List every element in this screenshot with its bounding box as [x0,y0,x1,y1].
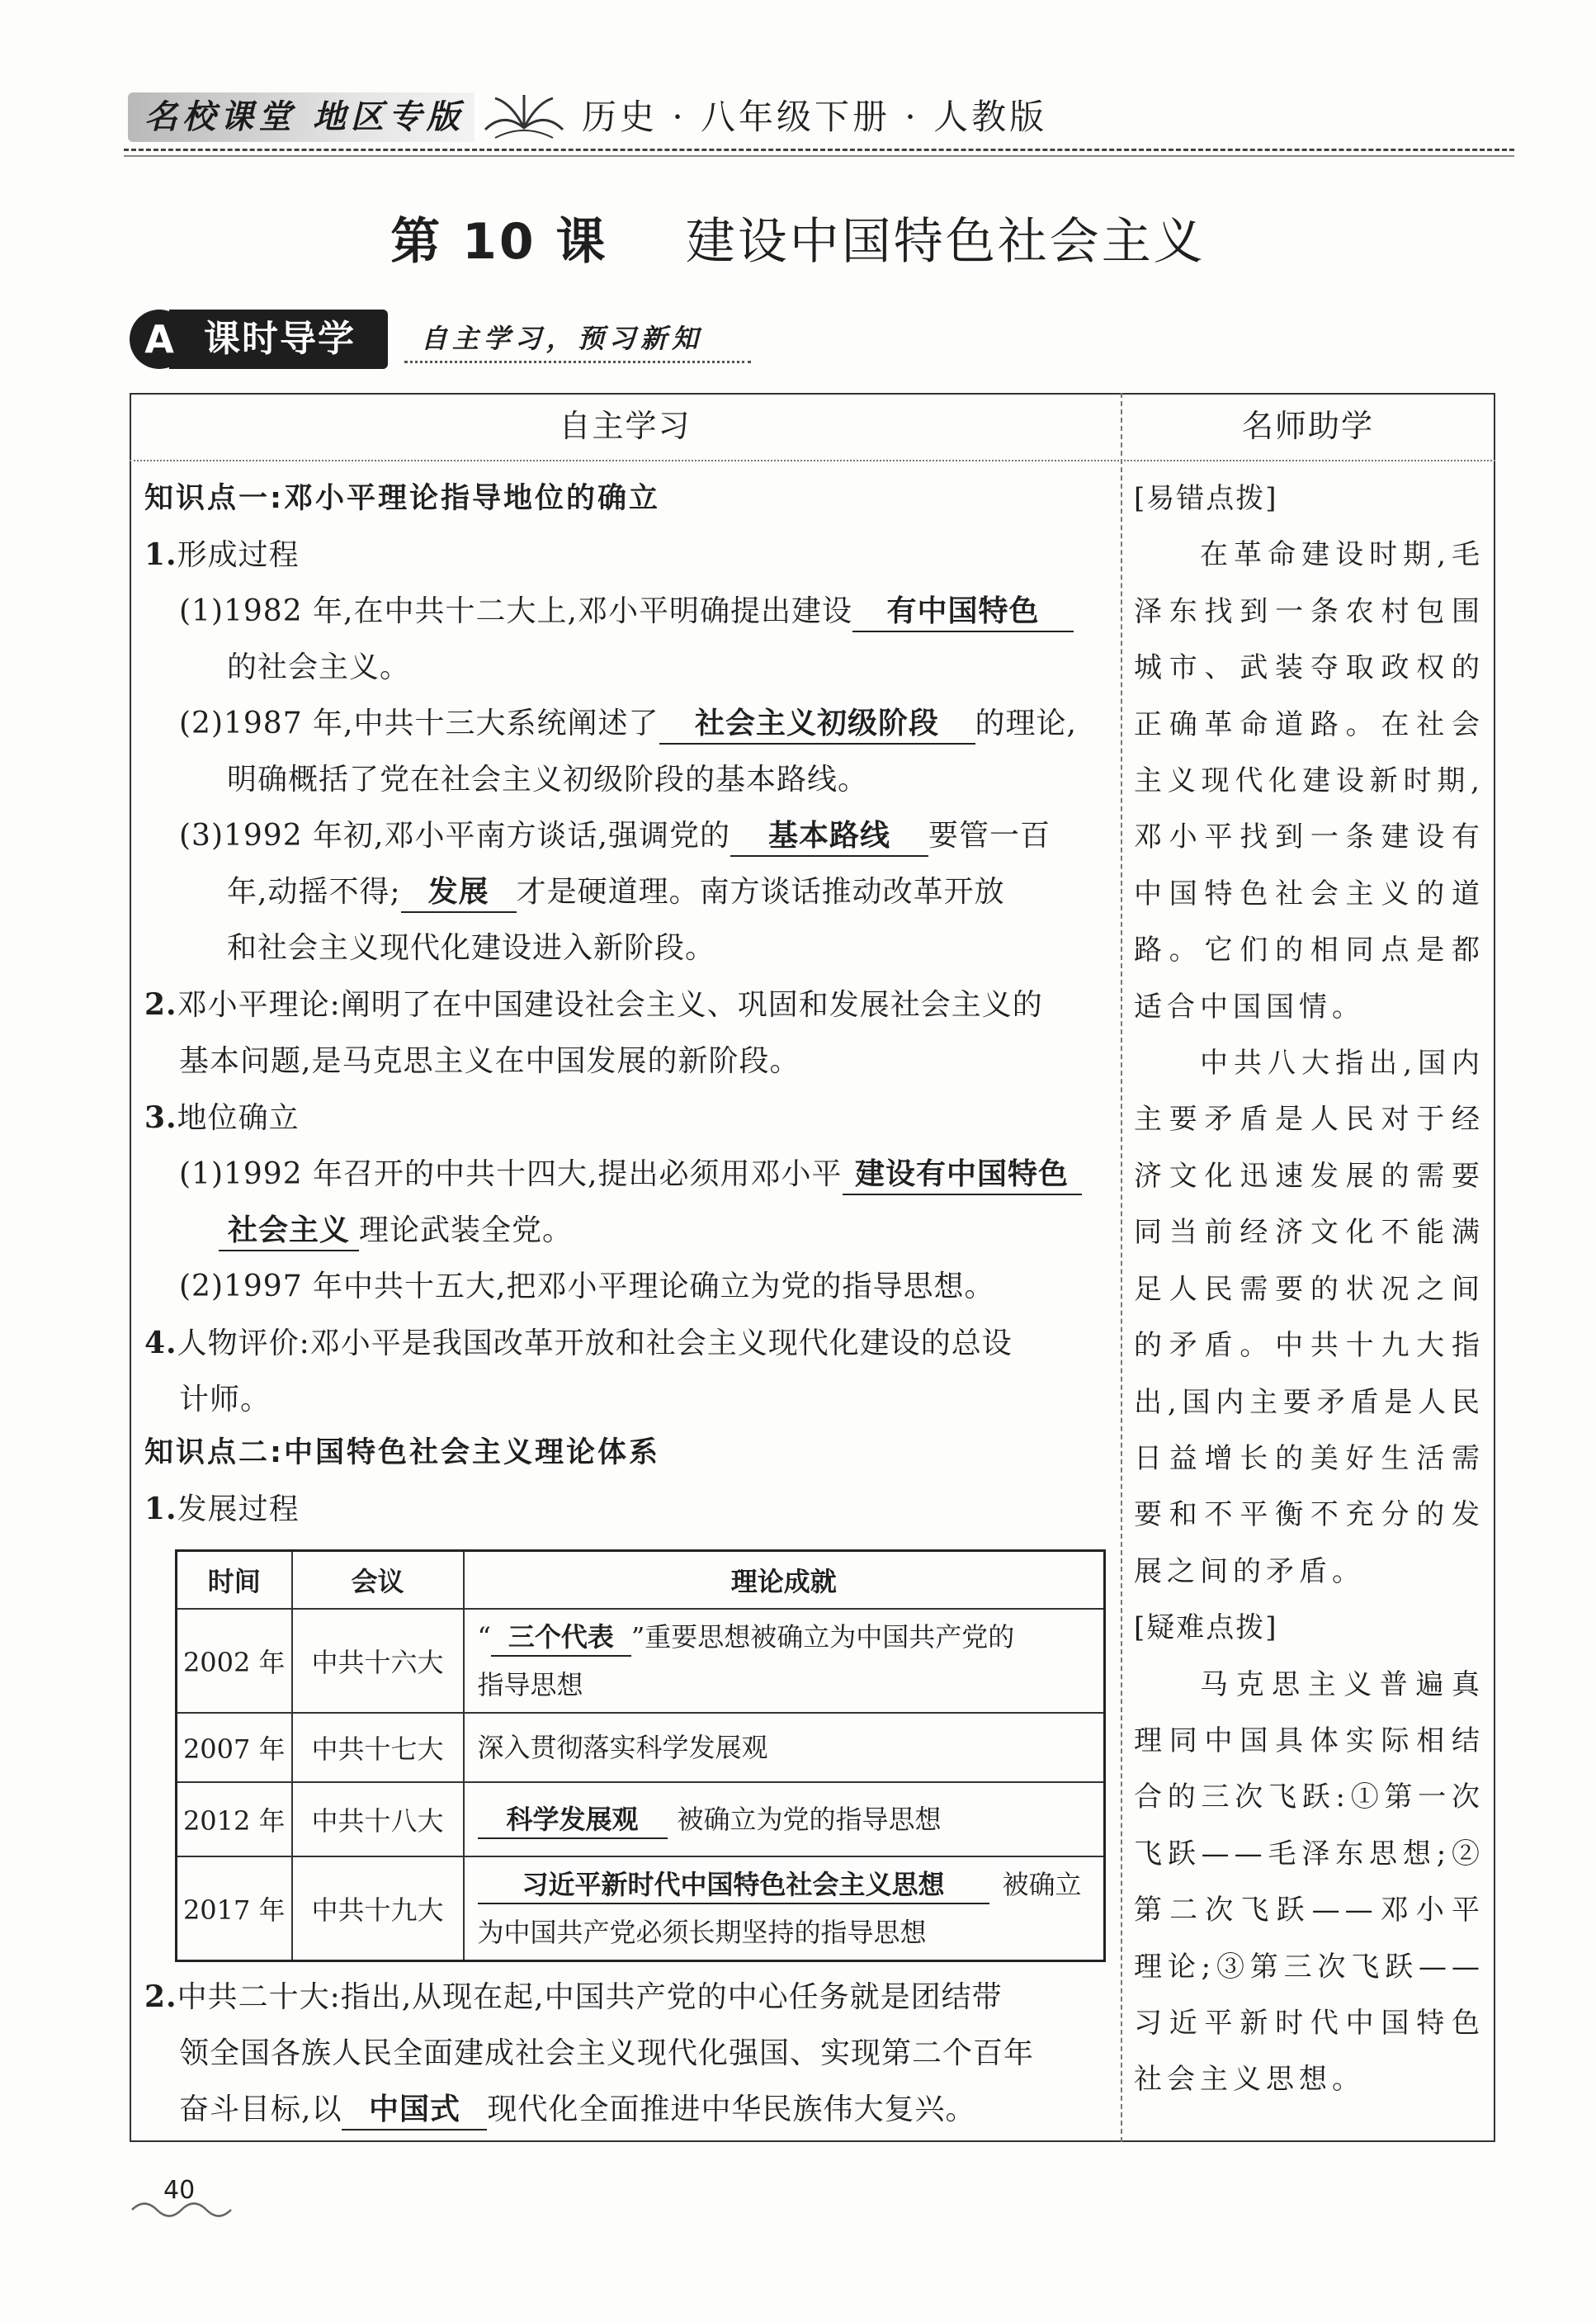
left-column-heading: 自主学习 [559,408,692,444]
table-row: 2007 年 中共十七大 深入贯彻落实科学发展观 [177,1713,1105,1782]
answer-blank: 发展 [401,873,517,913]
column-divider [1121,393,1122,2142]
answer-blank: 中国式 [342,2091,487,2130]
lesson-name: 建设中国特色社会主义 [685,213,1206,271]
table-header-row [177,1551,1105,1610]
lesson-title [0,202,1596,273]
knowledge-point-2: 知识点二:中国特色社会主义理论体系 1.发展过程 [144,1425,1110,1538]
kp1-title: 知识点一:邓小平理论指导地位的确立 [144,482,660,515]
lesson-number: 第 10 课 [390,213,608,271]
answer-blank: 习近平新时代中国特色社会主义思想 [478,1866,989,1904]
series-title: 名校课堂 地区专版 [144,97,465,136]
page-number: 40 [163,2176,196,2205]
section-subtitle: 自主学习，预习新知 [421,323,704,354]
tip-tag-difficulty: [疑难点拨] [1134,1611,1278,1645]
answer-blank: 建设有中国特色 [843,1156,1082,1195]
answer-blank: 三个代表 [491,1619,631,1657]
header-divider [124,149,1514,151]
section-title: 课时导学 [169,310,388,369]
answer-blank: 有中国特色 [852,593,1074,632]
right-column-heading: 名师助学 [1241,408,1374,444]
table-header: 理论成就 [464,1551,1105,1610]
kp1-item1-title: 形成过程 [177,538,300,572]
knowledge-point-1: 知识点一:邓小平理论指导地位的确立 1.形成过程 (1)1982 年,在中共十二大上,邓小平明确提出建设 有中国特色 的社会主义。 (2)1987 年,中共十三大系统阐述了 社会主义初级阶段 的理论, 明确概括了党在社会主义初级阶段的基本路线。 (3)1992 年初,邓小平南方谈话,强调党的 基本路线 要管一百 年,动摇不得; 发展 才是硬道理。南方谈话推动改革开放 和社会主义现代化建设进入新阶段。 2.邓小平理论:阐明了在中国建设社会主义、巩固和发展社会主义的 基本问题,是马克思主义在中国发展的新阶段。 3.地位确立 (1)1992 年召开的中共十四大,提出必须用邓小平 建设有中国特色 社会主义 理论武装全党。 (2)1997 年中共十五大,把邓小平理论确立为党的指导思想。 4.人物评价:邓小平是我国改革开放和社会主义现代化建设的总设 计师。 [144,471,1110,1428]
heading-divider [130,460,1495,461]
table-header: 会议 [292,1551,464,1610]
table-row: 2002 年 中共十六大 “ 三个代表 ”重要思想被确立为中国共产党的 指导思想 [177,1609,1105,1713]
development-table [175,1549,1106,1962]
table-header: 时间 [177,1551,292,1610]
table-row: 2017 年 中共十九大 习近平新时代中国特色社会主义思想 被确立 为中国共产党必须长期坚持的指导思想 [177,1856,1105,1961]
kp2-item2: 2.中共二十大:指出,从现在起,中国共产党的中心任务就是团结带 领全国各族人民全面建成社会主义现代化强国、实现第二个百年 奋斗目标,以 中国式 现代化全面推进中华民族伟大复兴。 [144,1969,1110,2138]
answer-blank: 社会主义 [219,1212,359,1251]
tip-paragraph: 马克思主义普遍真理同中国具体实际相结合的三次飞跃:①第一次飞跃——毛泽东思想;②第二次飞跃——邓小平理论;③第三次飞跃——习近平新时代中国特色社会主义思想。 [1134,1667,1485,2097]
leaf-ornament-icon [479,87,569,146]
sidebar-tips [1134,471,1485,2108]
section-badge: A [130,310,189,369]
kp2-title: 知识点二:中国特色社会主义理论体系 [144,1436,660,1469]
subject-title: 历史 · 八年级下册 · 人教版 [582,97,1048,137]
header-divider-2 [124,155,1514,157]
section-underline [404,361,751,363]
swirl-ornament-icon [128,2197,235,2222]
tip-paragraph: 在革命建设时期,毛泽东找到一条农村包围城市、武装夺取政权的正确革命道路。在社会主义现代化建设新时期,邓小平找到一条建设有中国特色社会主义的道路。它们的相同点是都适合中国国情。 [1134,538,1485,1024]
tip-paragraph: 中共八大指出,国内主要矛盾是人民对于经济文化迅速发展的需要同当前经济文化不能满足人民需要的状况之间的矛盾。中共十九大指出,国内主要矛盾是人民日益增长的美好生活需要和不平衡不充分的发展之间的矛盾。 [1134,1047,1485,1588]
answer-blank: 科学发展观 [478,1801,668,1839]
answer-blank: 基本路线 [730,817,928,857]
tip-tag-easy-mistake: [易错点拨] [1134,482,1278,515]
answer-blank: 社会主义初级阶段 [659,705,975,745]
table-row: 2012 年 中共十八大 科学发展观 被确立为党的指导思想 [177,1782,1105,1856]
